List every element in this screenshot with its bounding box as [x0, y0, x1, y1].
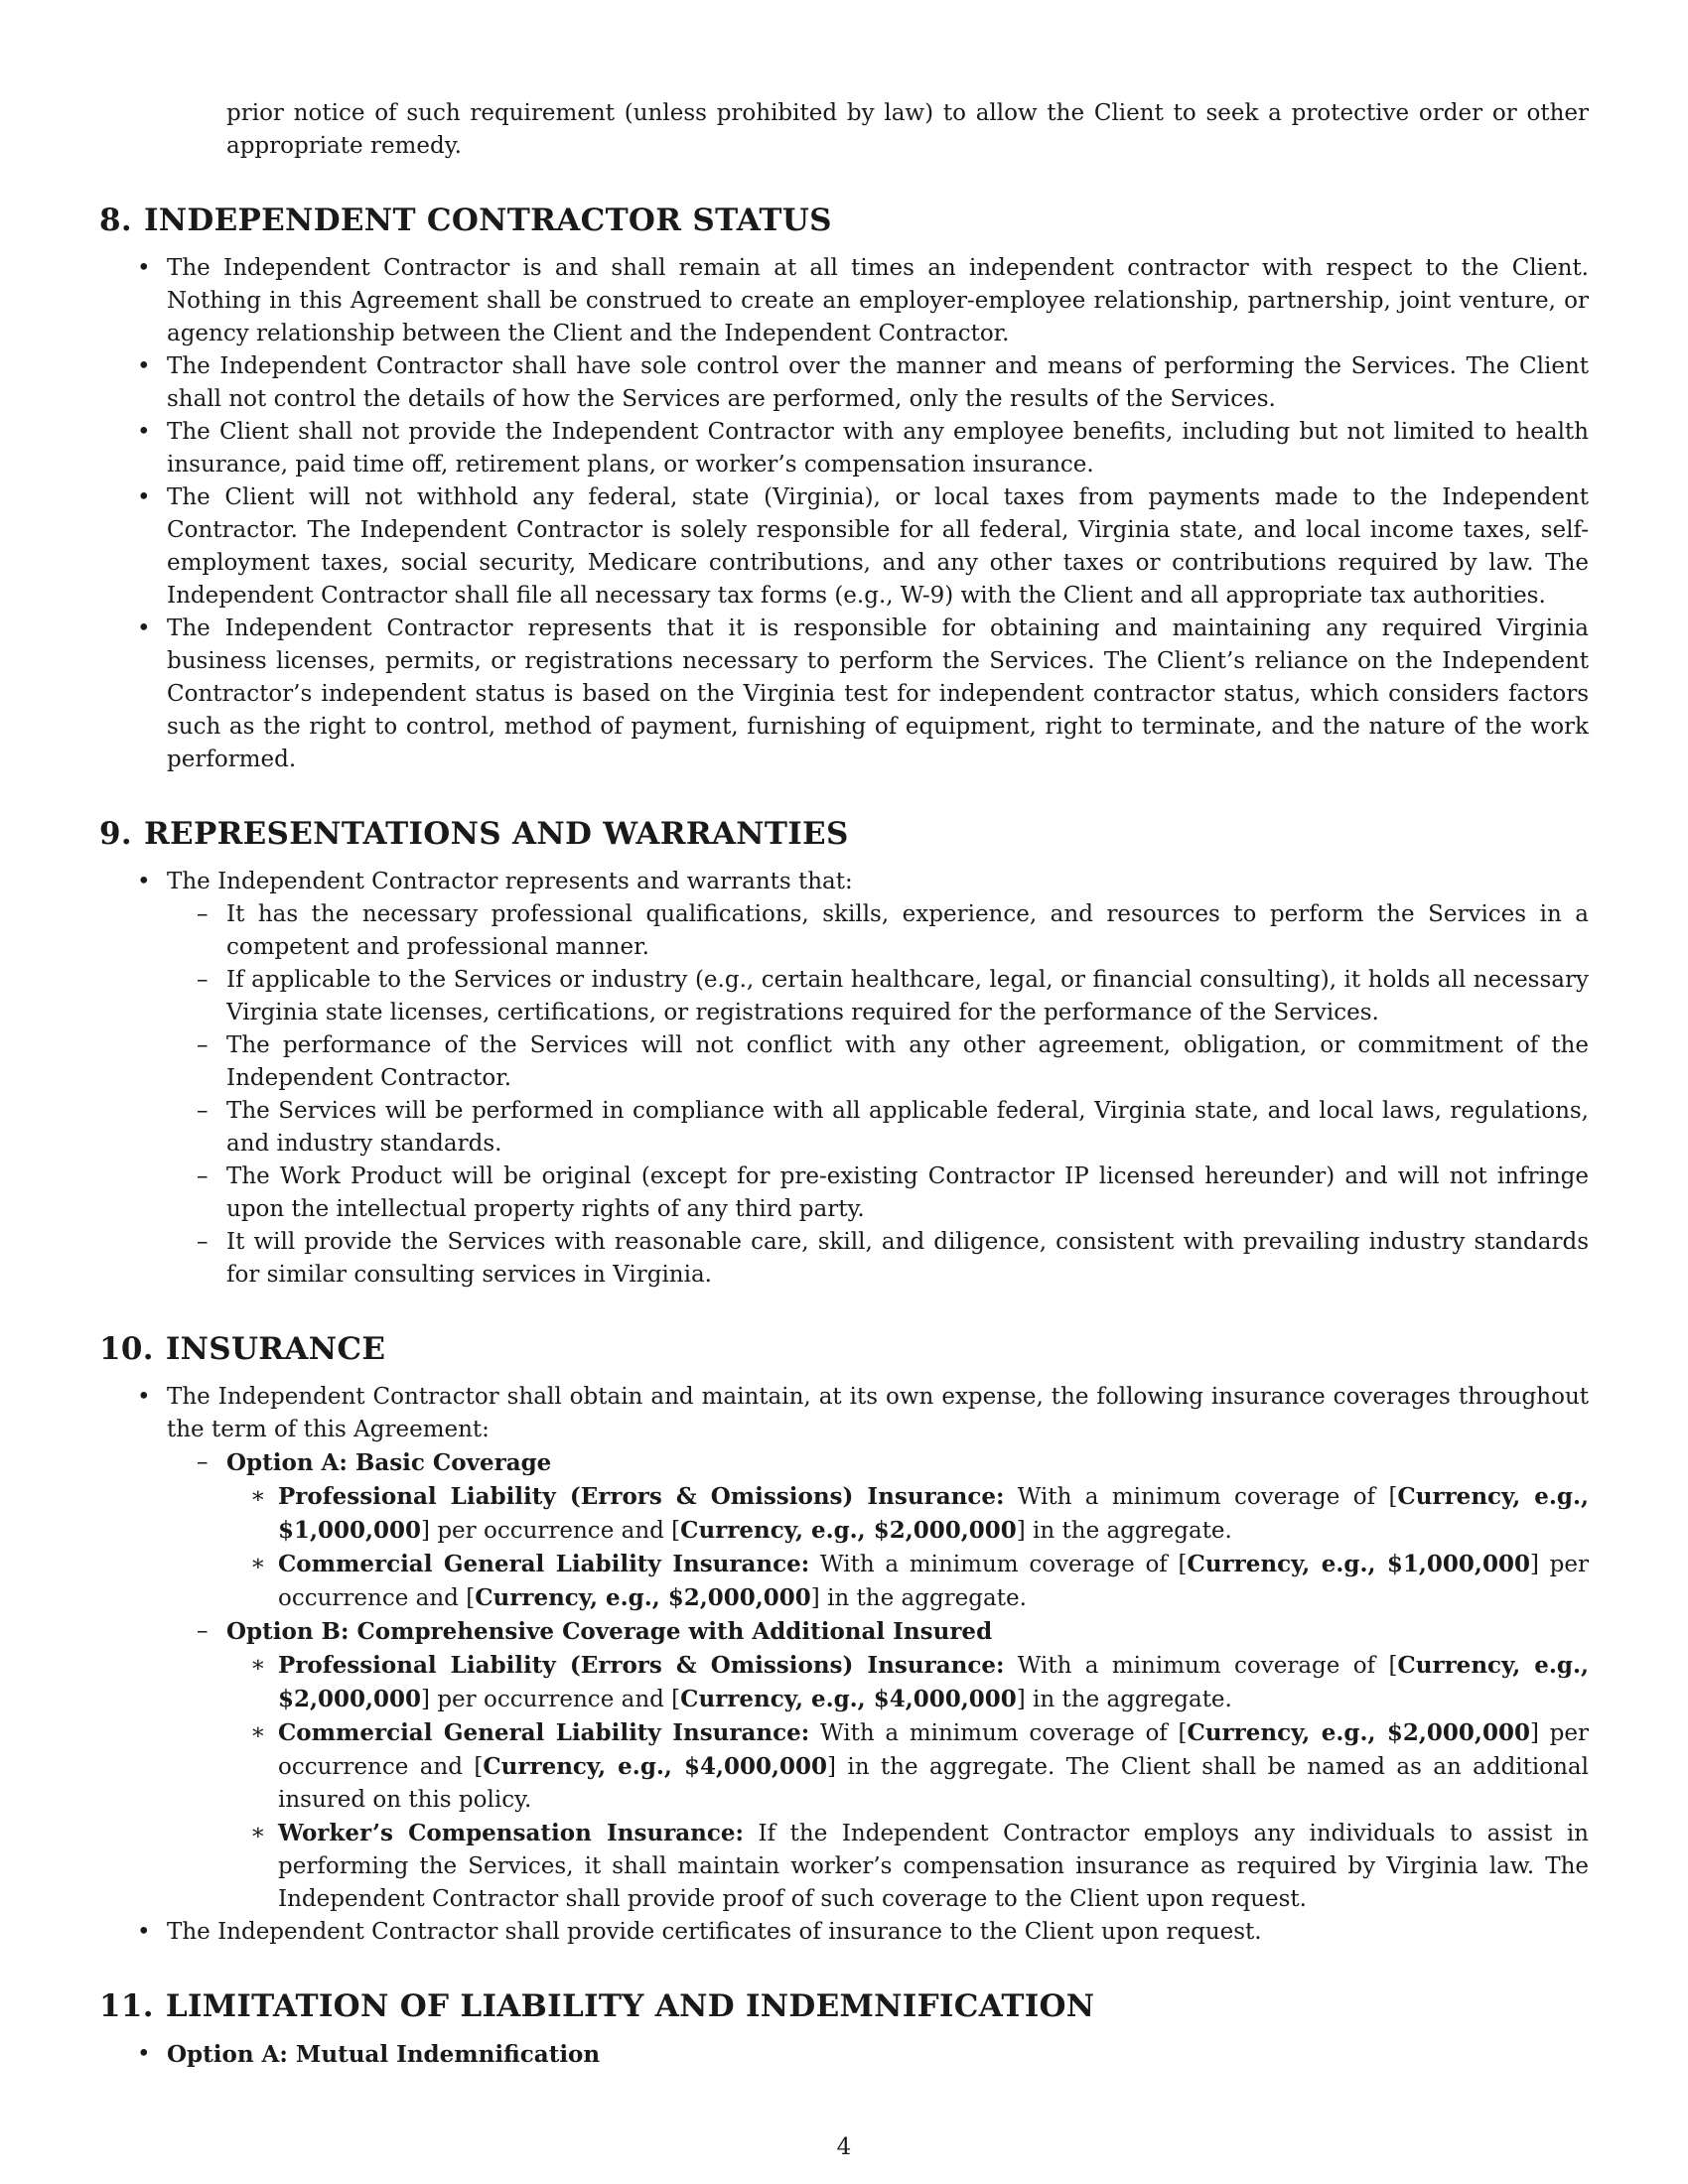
section-9-heading: [99, 814, 1589, 854]
list-item: • The Independent Contractor represents that it is responsible for obtaining and maintaining any required Virginia business licenses, permits, or registrations necessary to perform the Services. The Client’s reliance on the Independent Contractor’s independent status is based on the Virginia test for independent contractor status, which considers factors such as the right to control, method of payment, furnishing of equipment, right to terminate, and the nature of the work performed.: [99, 613, 1589, 776]
list-item: • The Independent Contractor shall provide certificates of insurance to the Client upon request.: [99, 1916, 1589, 1949]
section-11-heading: [99, 1986, 1589, 2026]
section-number: 10.: [99, 1331, 154, 1367]
list-lead: The Independent Contractor shall obtain and maintain, at its own expense, the following insurance coverages throughout the term of this Agreement:: [167, 1384, 1589, 1442]
section-title: REPRESENTATIONS AND WARRANTIES: [143, 816, 849, 852]
coverage-text: ] in the aggregate.: [1016, 1687, 1232, 1712]
coverage-label: Professional Liability (Errors & Omissions) Insurance:: [278, 1652, 1005, 1679]
insurance-options-list: [167, 1446, 1589, 1916]
coverage-item: [226, 1548, 1589, 1615]
list-item: [99, 1381, 1589, 1916]
coverage-amount: Currency, e.g., $2,000,000: [1187, 1719, 1530, 1746]
coverage-amount: Currency, e.g., $1,000,000: [278, 1483, 1590, 1544]
option-title: Option A: Basic Coverage: [226, 1449, 552, 1476]
coverage-text: ] per occurrence and [: [278, 1720, 1589, 1780]
coverage-text: With a minimum coverage of [: [809, 1552, 1188, 1577]
section-8-list: [99, 252, 1589, 776]
sub-list-item: – The Work Product will be original (except for pre-existing Contractor IP licensed hereunder) and will not infringe upon the intellectual property rights of any third party.: [167, 1160, 1589, 1226]
section-number: 11.: [99, 1988, 154, 2024]
coverage-label: Commercial General Liability Insurance:: [278, 1551, 810, 1577]
coverage-text: ] per occurrence and [: [421, 1518, 681, 1544]
coverage-label: Commercial General Liability Insurance:: [278, 1719, 810, 1746]
option-b-item: [167, 1615, 1589, 1916]
section-title: INDEPENDENT CONTRACTOR STATUS: [143, 203, 832, 238]
coverage-text: ] in the aggregate. The Client shall be named as an additional insured on this policy.: [278, 1754, 1589, 1813]
sub-list-item: – It has the necessary professional qualifications, skills, experience, and resources to perform the Services in a competent and professional manner.: [167, 898, 1589, 964]
coverage-label: Professional Liability (Errors & Omissions) Insurance:: [278, 1483, 1005, 1510]
option-title: Option B: Comprehensive Coverage with Additional Insured: [226, 1618, 993, 1645]
page-content: [99, 97, 1589, 2072]
coverage-amount: Currency, e.g., $4,000,000: [483, 1753, 828, 1780]
page-number: 4: [836, 2134, 852, 2160]
coverage-amount: Currency, e.g., $2,000,000: [680, 1517, 1017, 1544]
section-8-heading: [99, 201, 1589, 240]
option-title: Option A: Mutual Indemnification: [167, 2041, 601, 2068]
section-number: 9.: [99, 816, 132, 852]
coverage-item: [226, 1649, 1589, 1716]
coverage-text: With a minimum coverage of [: [1004, 1484, 1398, 1510]
coverage-text: With a minimum coverage of [: [809, 1720, 1188, 1746]
coverage-text: If the Independent Contractor employs any individuals to assist in performing the Services, it shall maintain worker’s compensation insurance as required by Virginia law. The Independent Contractor shall provide proof of such coverage to the Client upon request.: [278, 1821, 1589, 1912]
section-9-list: [99, 866, 1589, 1292]
coverage-item: [226, 1716, 1589, 1817]
sub-list-item: – The Services will be performed in compliance with all applicable federal, Virginia state, and local laws, regulations, and industry standards.: [167, 1095, 1589, 1160]
coverage-text: ] in the aggregate.: [810, 1585, 1027, 1611]
coverage-text: ] per occurrence and [: [278, 1552, 1589, 1611]
list-item: • The Independent Contractor is and shall remain at all times an independent contractor with respect to the Client. Nothing in this Agreement shall be construed to create an employer-employee relationship, partnership, joint venture, or agency relationship between the Client and the Independent Contractor.: [99, 252, 1589, 350]
coverage-amount: Currency, e.g., $4,000,000: [680, 1686, 1017, 1712]
option-a-item: [167, 1446, 1589, 1615]
section-10-heading: [99, 1329, 1589, 1369]
coverage-text: ] in the aggregate.: [1016, 1518, 1232, 1544]
coverage-item: [226, 1480, 1589, 1548]
coverage-amount: Currency, e.g., $2,000,000: [475, 1584, 811, 1611]
list-item: • The Client shall not provide the Independent Contractor with any employee benefits, including but not limited to health insurance, paid time off, retirement plans, or worker’s compensation insurance.: [99, 416, 1589, 481]
coverage-text: ] per occurrence and [: [421, 1687, 681, 1712]
list-lead: The Independent Contractor represents and warrants that:: [167, 869, 853, 894]
list-item: • The Client will not withhold any federal, state (Virginia), or local taxes from payments made to the Independent Contractor. The Independent Contractor is solely responsible for all federal, Virginia state, and local income taxes, self-employment taxes, social security, Medicare contributions, and any other taxes or contributions required by law. The Independent Contractor shall file all necessary tax forms (e.g., W-9) with the Client and all appropriate tax authorities.: [99, 481, 1589, 613]
section-title: INSURANCE: [165, 1331, 386, 1367]
list-item: [99, 2038, 1589, 2072]
sub-list-item: – It will provide the Services with reasonable care, skill, and diligence, consistent with prevailing industry standards for similar consulting services in Virginia.: [167, 1226, 1589, 1292]
coverage-label: Worker’s Compensation Insurance:: [278, 1820, 745, 1846]
sub-list-item: – The performance of the Services will not conflict with any other agreement, obligation, or commitment of the Independent Contractor.: [167, 1029, 1589, 1095]
list-item: • The Independent Contractor shall have sole control over the manner and means of performing the Services. The Client shall not control the details of how the Services are performed, only the results of the Services.: [99, 350, 1589, 416]
coverage-text: With a minimum coverage of [: [1004, 1653, 1398, 1679]
coverage-item: [226, 1817, 1589, 1916]
section-title: LIMITATION OF LIABILITY AND INDEMNIFICATION: [165, 1988, 1095, 2024]
section-10-list: [99, 1381, 1589, 1949]
option-a-coverages: [226, 1480, 1589, 1615]
coverage-amount: Currency, e.g., $2,000,000: [278, 1652, 1590, 1712]
option-b-coverages: [226, 1649, 1589, 1916]
sub-list-item: – If applicable to the Services or industry (e.g., certain healthcare, legal, or financial consulting), it holds all necessary Virginia state licenses, certifications, or registrations required for the performance of the Services.: [167, 964, 1589, 1029]
section-11-list: [99, 2038, 1589, 2072]
section-7-continuation: prior notice of such requirement (unless prohibited by law) to allow the Client to seek a protective order or other appropriate remedy.: [226, 100, 1589, 159]
list-item: [99, 866, 1589, 1292]
coverage-amount: Currency, e.g., $1,000,000: [1187, 1551, 1530, 1577]
section-number: 8.: [99, 203, 132, 238]
warranties-list: [167, 898, 1589, 1292]
